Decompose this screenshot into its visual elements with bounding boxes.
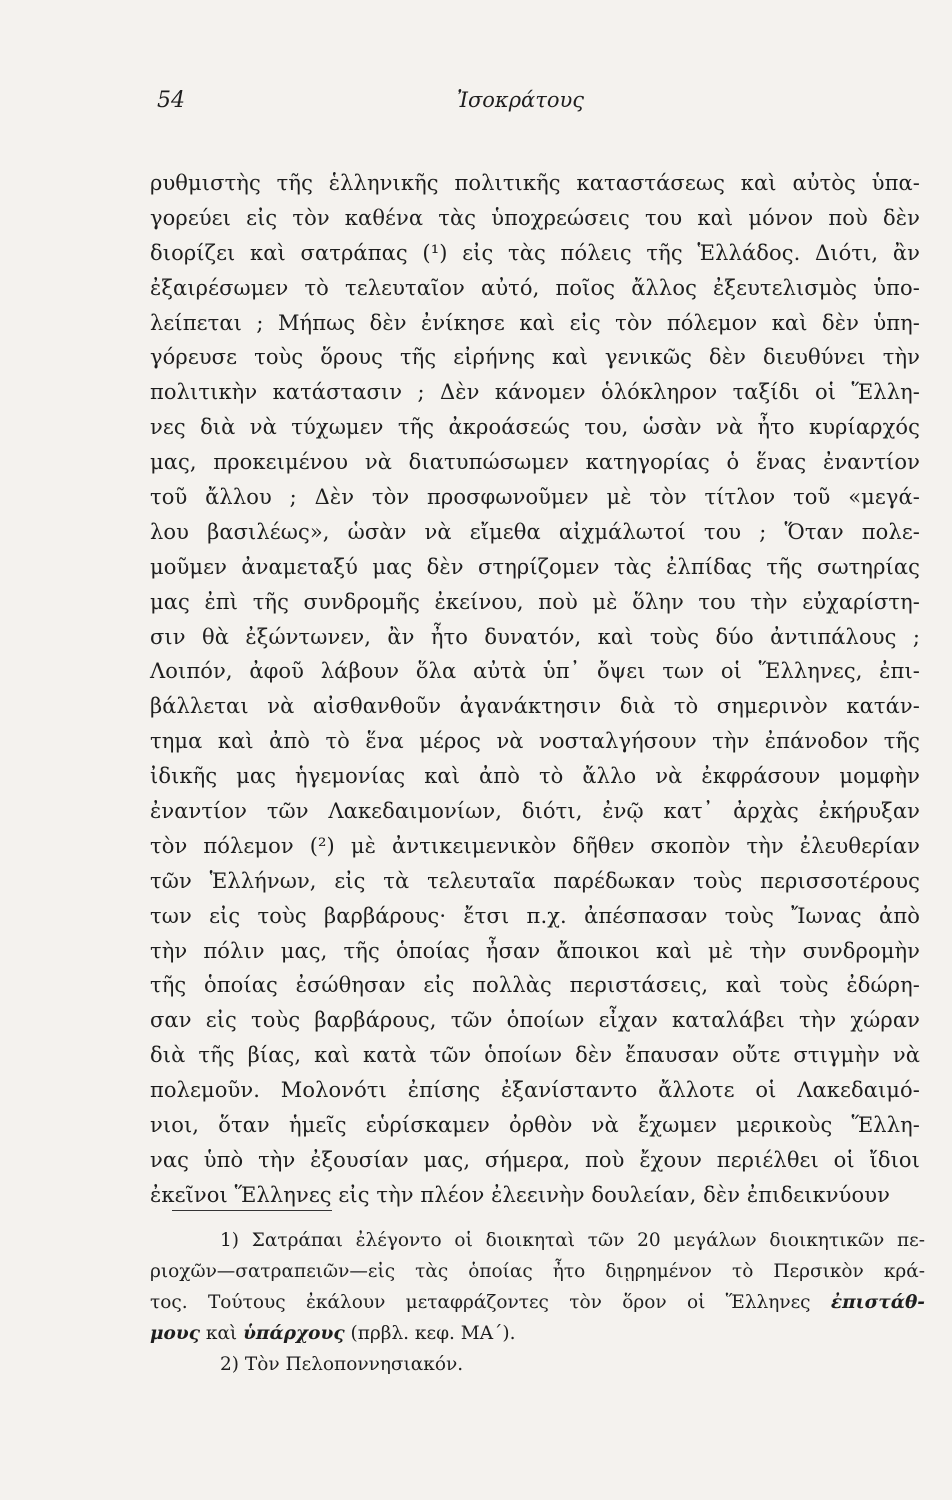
footnote-1-text: καὶ	[205, 1323, 238, 1344]
footnote-1-line	[150, 1318, 925, 1349]
text-line: λου βασιλέως», ὡσὰν νὰ εἴμεθα αἰχμάλωτοί του ; Ὅταν πολε-	[150, 519, 920, 544]
text-line: πολεμοῦν. Μολονότι ἐπίσης ἐξανίσταντο ἄλλοτε οἱ Λακεδαιμό-	[150, 1078, 920, 1103]
footnote-1-text: (πρβλ. κεφ. ΜΑ΄).	[350, 1323, 516, 1344]
text-line: τοῦ ἄλλου ; Δὲν τὸν προσφωνοῦμεν μὲ τὸν τίτλον τοῦ «μεγά-	[150, 485, 920, 510]
text-line: τημα καὶ ἀπὸ τὸ ἕνα μέρος νὰ νοσταλγήσουν τὴν ἐπάνοδον τῆς	[150, 729, 920, 754]
text-line: διορίζει καὶ σατράπας (¹) εἰς τὰς πόλεις τῆς Ἑλλάδος. Διότι, ἂν	[150, 240, 920, 265]
footnotes	[150, 1225, 925, 1380]
text-line: νας ὑπὸ τὴν ἐξουσίαν μας, σήμερα, ποὺ ἔχουν περιέλθει οἱ ἴδιοι	[150, 1147, 920, 1172]
footnote-1-line	[150, 1287, 925, 1318]
footnote-term: ὑπάρχους	[243, 1323, 345, 1344]
text-line: μας, προκειμένου νὰ διατυπώσωμεν κατηγορίας ὁ ἕνας ἐναντίον	[150, 450, 920, 475]
footnote-2: 2) Τὸν Πελοποννησιακόν.	[220, 1354, 464, 1375]
text-line: ρυθμιστὴς τῆς ἑλληνικῆς πολιτικῆς καταστάσεως καὶ αὐτὸς ὑπα-	[150, 171, 920, 195]
text-line: διὰ τῆς βίας, καὶ κατὰ τῶν ὁποίων δὲν ἔπαυσαν οὔτε στιγμὴν νὰ	[150, 1043, 920, 1068]
text-line: πολιτικὴν κατάστασιν ; Δὲν κάνομεν ὁλόκληρον ταξίδι οἱ Ἕλλη-	[150, 380, 920, 405]
text-line: νες διὰ νὰ τύχωμεν τῆς ἀκροάσεώς του, ὡσὰν νὰ ἦτο κυρίαρχός	[150, 415, 920, 440]
footnote-term: ἐπιστάθ-	[830, 1292, 925, 1313]
text-line: των εἰς τοὺς βαρβάρους· ἔτσι π.χ. ἀπέσπασαν τοὺς Ἴωνας ἀπὸ	[150, 903, 920, 928]
running-title: Ἰσοκράτους	[457, 88, 585, 112]
text-line: ἰδικῆς μας ἡγεμονίας καὶ ἀπὸ τὸ ἄλλο νὰ ἐκφράσουν μομφὴν	[150, 764, 920, 789]
footnote-1-line: 1) Σατράπαι ἐλέγοντο οἱ διοικηταὶ τῶν 20 μεγάλων διοικητικῶν πε-	[220, 1230, 925, 1251]
text-line: γόρευσε τοὺς ὅρους τῆς εἰρήνης καὶ γενικῶς δὲν διευθύνει τὴν	[150, 345, 920, 370]
text-line: γορεύει εἰς τὸν καθένα τὰς ὑποχρεώσεις του καὶ μόνον ποὺ δὲν	[150, 205, 920, 230]
text-line: τὸν πόλεμον (²) μὲ ἀντικειμενικὸν δῆθεν σκοπὸν τὴν ἐλευθερίαν	[150, 833, 920, 858]
text-line: νιοι, ὅταν ἡμεῖς εὑρίσκαμεν ὀρθὸν νὰ ἔχωμεν μερικοὺς Ἕλλη-	[150, 1113, 920, 1138]
text-line: ἐναντίον τῶν Λακεδαιμονίων, διότι, ἐνῷ κατ᾽ ἀρχὰς ἐκήρυξαν	[150, 799, 920, 824]
text-line: Λοιπόν, ἀφοῦ λάβουν ὅλα αὐτὰ ὑπ᾽ ὄψει των οἱ Ἕλληνες, ἐπι-	[150, 659, 920, 684]
text-line: λείπεται ; Μήπως δὲν ἐνίκησε καὶ εἰς τὸν πόλεμον καὶ δὲν ὑπη-	[150, 310, 920, 335]
page-header	[157, 88, 917, 128]
body-text	[150, 166, 920, 1213]
footnote-1-line: ριοχῶν—σατραπειῶν—εἰς τὰς ὁποίας ἦτο διῃρημένον τὸ Περσικὸν κρά-	[150, 1261, 925, 1282]
text-line: τῆς ὁποίας ἐσώθησαν εἰς πολλὰς περιστάσεις, καὶ τοὺς ἐδώρη-	[150, 973, 920, 998]
text-line: βάλλεται νὰ αἰσθανθοῦν ἀγανάκτησιν διὰ τὸ σημερινὸν κατάν-	[150, 694, 920, 719]
text-line: μας ἐπὶ τῆς συνδρομῆς ἐκείνου, ποὺ μὲ ὅλην του τὴν εὐχαρίστη-	[150, 589, 920, 614]
page-number: 54	[157, 88, 185, 113]
text-line: τῶν Ἑλλήνων, εἰς τὰ τελευταῖα παρέδωκαν τοὺς περισσοτέρους	[150, 868, 920, 893]
text-line: ἐκεῖνοι Ἕλληνες εἰς τὴν πλέον ἐλεεινὴν δουλείαν, δὲν ἐπιδεικνύουν	[150, 1182, 890, 1207]
text-line: μοῦμεν ἀναμεταξύ μας δὲν στηρίζομεν τὰς ἐλπίδας τῆς σωτηρίας	[150, 554, 920, 579]
footnote-divider	[172, 1210, 332, 1211]
text-line: τὴν πόλιν μας, τῆς ὁποίας ἦσαν ἄποικοι καὶ μὲ τὴν συνδρομὴν	[150, 938, 920, 963]
footnote-term: μους	[150, 1323, 200, 1344]
footnote-1-text: τος. Τούτους ἐκάλουν μεταφράζοντες τὸν ὅρον οἱ Ἕλληνες	[150, 1292, 811, 1313]
text-line: σαν εἰς τοὺς βαρβάρους, τῶν ὁποίων εἶχαν καταλάβει τὴν χώραν	[150, 1008, 920, 1033]
text-line: σιν θὰ ἐξώντωνεν, ἂν ἦτο δυνατόν, καὶ τοὺς δύο ἀντιπάλους ;	[150, 624, 920, 649]
text-line: ἐξαιρέσωμεν τὸ τελευταῖον αὐτό, ποῖος ἄλλος ἐξευτελισμὸς ὑπο-	[150, 275, 920, 300]
